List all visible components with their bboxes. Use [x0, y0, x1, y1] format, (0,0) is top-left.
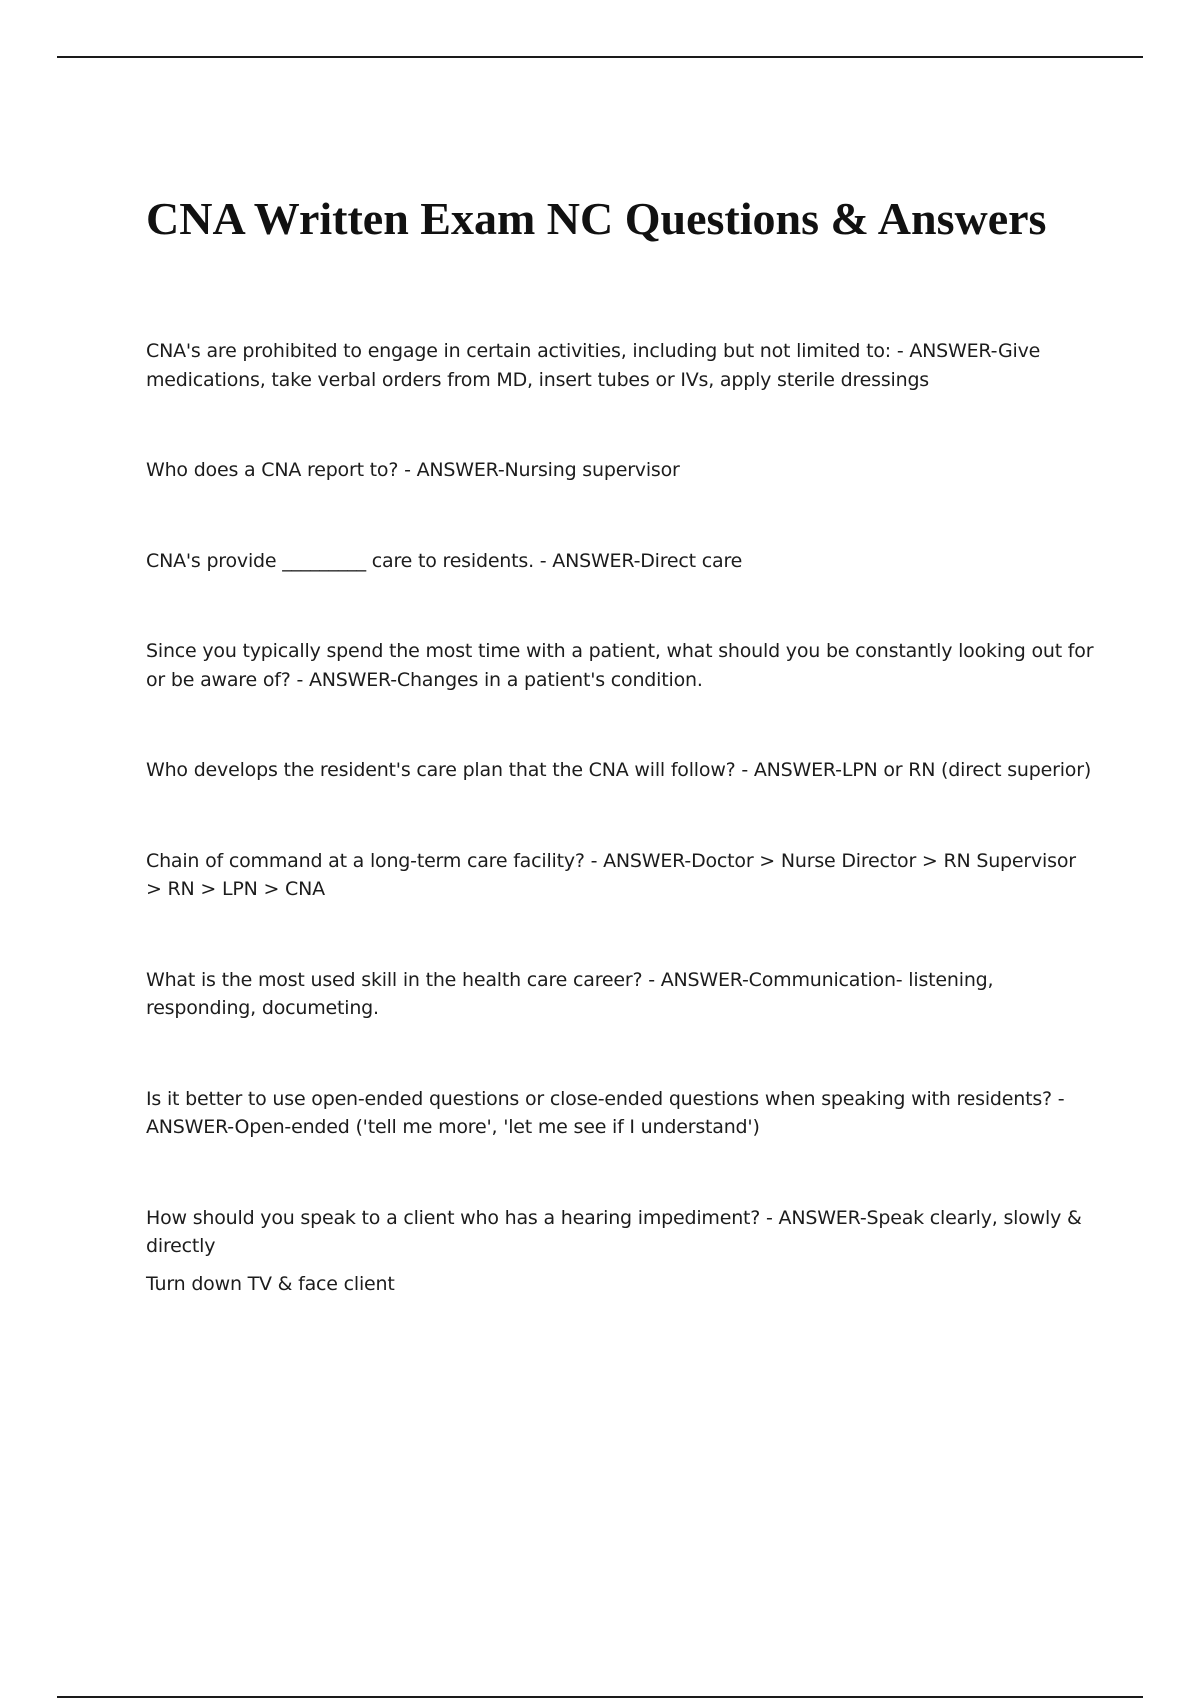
qa-item-1: CNA's are prohibited to engage in certain activities, including but not limited to: - ANSWER-Give medications, take verbal orders from MD, insert tubes or IVs, apply sterile dressings	[146, 340, 1041, 391]
qa-item-9-continuation: Turn down TV & face client	[146, 1272, 395, 1295]
qa-item-6: Chain of command at a long-term care facility? - ANSWER-Doctor > Nurse Director > RN Supervisor > RN > LPN > CNA	[146, 849, 1076, 900]
document-body	[146, 190, 1096, 1298]
qa-item-7: What is the most used skill in the health care career? - ANSWER-Communication- listening, responding, documeting.	[146, 968, 994, 1019]
qa-item-8: Is it better to use open-ended questions or close-ended questions when speaking with residents? - ANSWER-Open-ended ('tell me more', 'let me see if I understand')	[146, 1087, 1065, 1138]
footer-rule	[57, 1696, 1143, 1698]
header-rule	[57, 56, 1143, 58]
document-title: CNA Written Exam NC Questions & Answers	[146, 193, 1047, 244]
qa-item-4: Since you typically spend the most time with a patient, what should you be constantly looking out for or be aware of? - ANSWER-Changes in a patient's condition.	[146, 640, 1094, 691]
qa-item-9: How should you speak to a client who has a hearing impediment? - ANSWER-Speak clearly, slowly & directly	[146, 1206, 1082, 1257]
qa-item-3: CNA's provide _________ care to residents. - ANSWER-Direct care	[146, 549, 743, 572]
qa-item-2: Who does a CNA report to? - ANSWER-Nursing supervisor	[146, 459, 680, 481]
qa-item-5: Who develops the resident's care plan that the CNA will follow? - ANSWER-LPN or RN (direct superior)	[146, 759, 1092, 781]
